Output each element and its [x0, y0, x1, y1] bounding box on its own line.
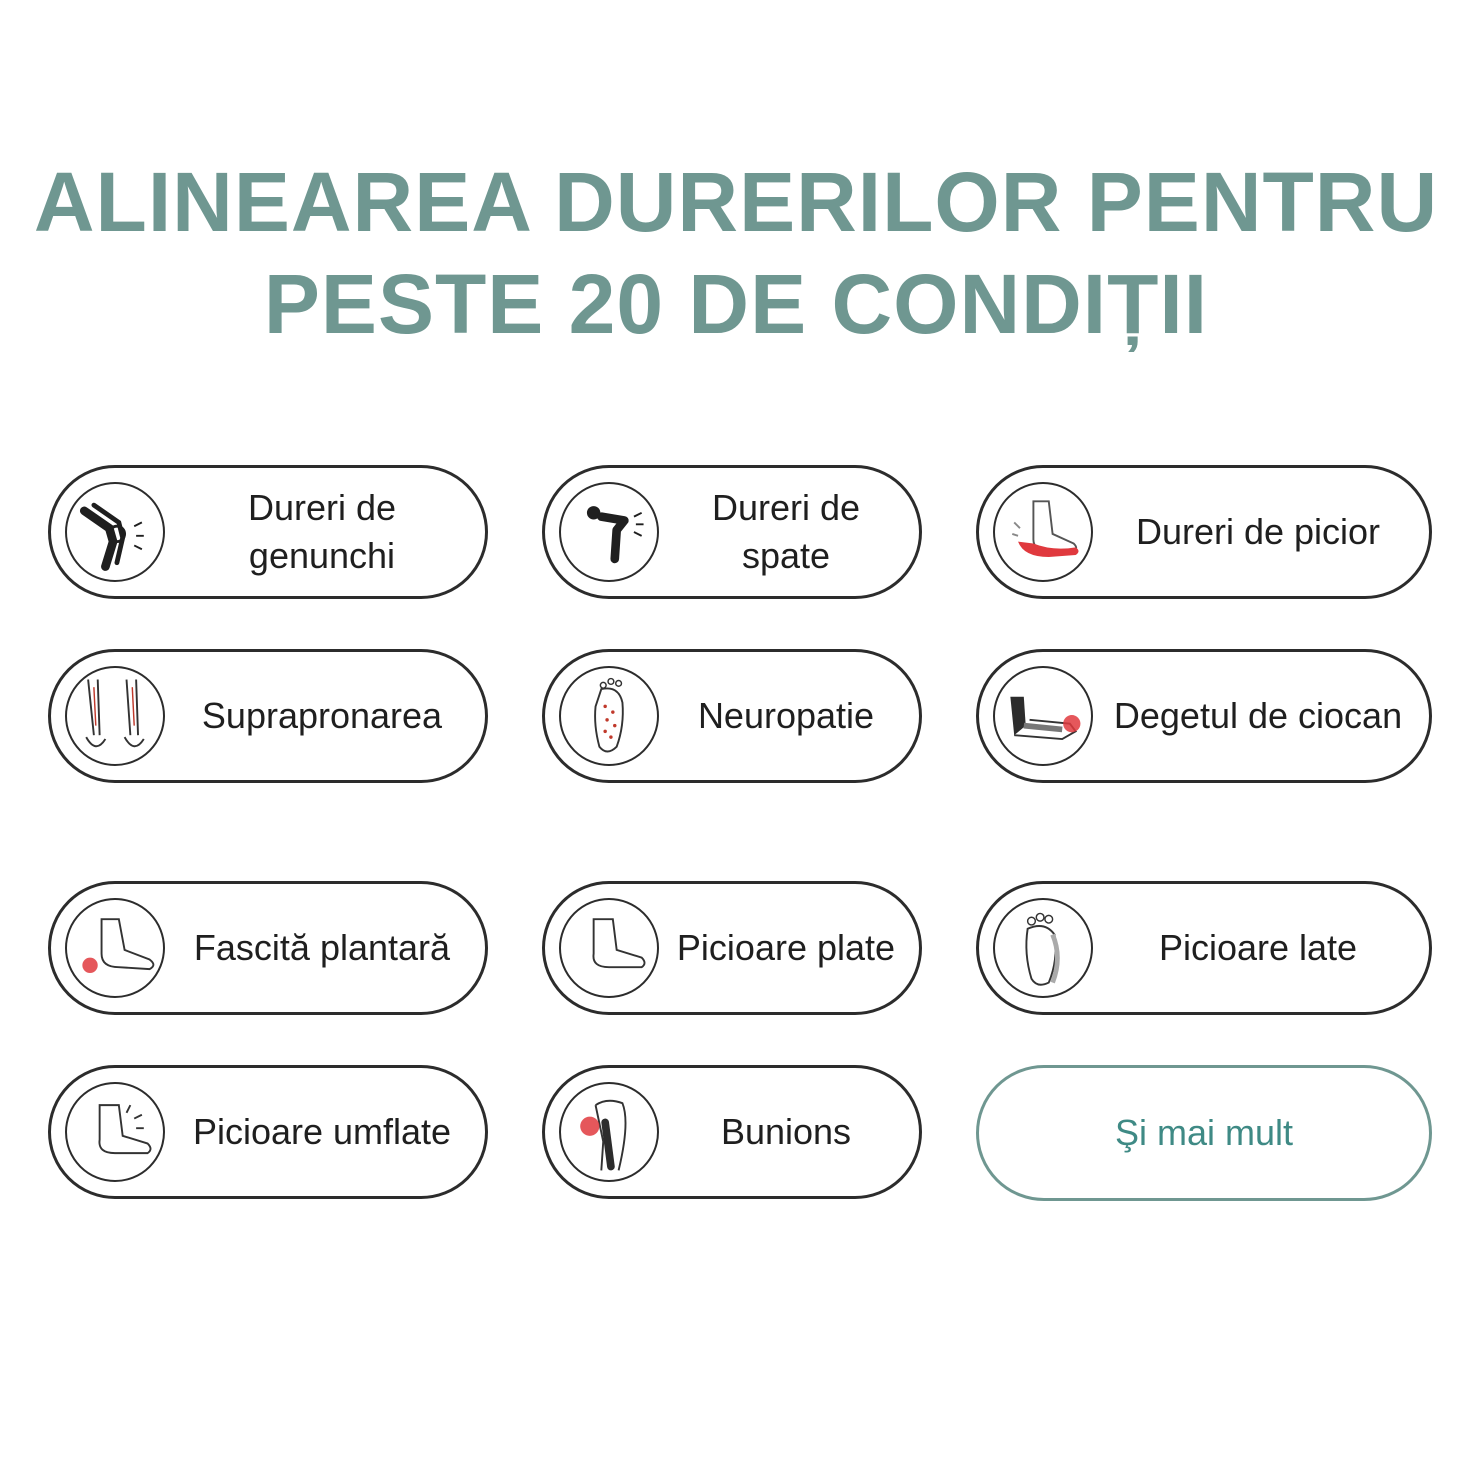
condition-pill-wide-feet[interactable]	[976, 881, 1432, 1015]
condition-label: Suprapronarea	[201, 695, 443, 736]
more-conditions-button[interactable]	[976, 1065, 1432, 1201]
condition-pill-back-pain[interactable]	[542, 465, 922, 599]
condition-label: Dureri de spate	[711, 487, 861, 576]
more-conditions-label: Şi mai mult	[1114, 1112, 1294, 1153]
back-icon	[559, 482, 659, 582]
neuropathy-icon	[559, 666, 659, 766]
bunion-icon	[559, 1082, 659, 1182]
hammer-toe-icon	[993, 666, 1093, 766]
condition-pill-knee-pain[interactable]	[48, 465, 488, 599]
condition-pill-swollen-feet[interactable]	[48, 1065, 488, 1199]
condition-label: Picioare late	[1158, 927, 1358, 968]
condition-pill-flat-feet[interactable]	[542, 881, 922, 1015]
condition-label: Dureri de picior	[1135, 511, 1381, 552]
condition-pill-neuropathy[interactable]	[542, 649, 922, 783]
condition-pill-overpronation[interactable]	[48, 649, 488, 783]
condition-label: Neuropatie	[697, 695, 875, 736]
condition-label: Picioare umflate	[192, 1111, 452, 1152]
knee-icon	[65, 482, 165, 582]
condition-label: Bunions	[720, 1111, 852, 1152]
headline-line-1: ALINEAREA DURERILOR PENTRU	[33, 155, 1439, 249]
condition-label: Fascită plantară	[193, 927, 451, 968]
plantar-fasciitis-icon	[65, 898, 165, 998]
condition-pill-hammer-toe[interactable]	[976, 649, 1432, 783]
foot-pain-icon	[993, 482, 1093, 582]
wide-feet-icon	[993, 898, 1093, 998]
condition-label: Dureri de genunchi	[247, 487, 397, 576]
condition-label: Degetul de ciocan	[1113, 695, 1403, 736]
flat-feet-icon	[559, 898, 659, 998]
swollen-feet-icon	[65, 1082, 165, 1182]
condition-pill-plantar-fasciitis[interactable]	[48, 881, 488, 1015]
overpronation-icon	[65, 666, 165, 766]
condition-label: Picioare plate	[676, 927, 896, 968]
condition-pill-bunions[interactable]	[542, 1065, 922, 1199]
condition-pill-foot-pain[interactable]	[976, 465, 1432, 599]
headline-line-2: PESTE 20 DE CONDIȚII	[263, 257, 1209, 351]
